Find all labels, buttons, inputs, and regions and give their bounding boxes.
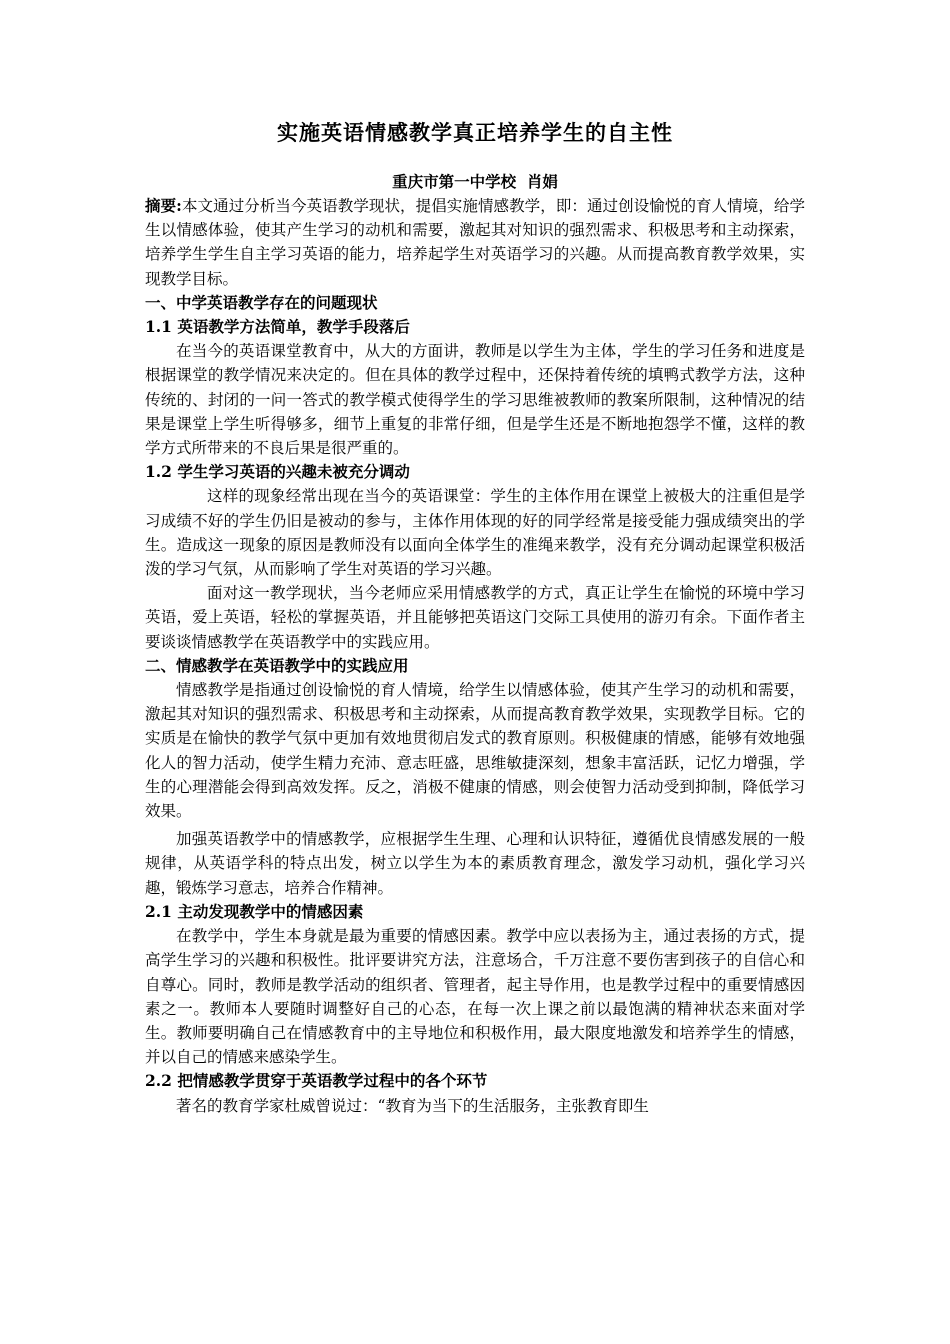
section-1-2-heading: 1.2 学生学习英语的兴趣未被充分调动	[145, 462, 410, 482]
section-2-2-paragraph: 著名的教育学家杜威曾说过：“教育为当下的生活服务，主张教育即生	[176, 1096, 649, 1115]
section-1-2-paragraph-1: 这样的现象经常出现在当今的英语课堂：学生的主体作用在课堂上被极大的注重但是学习成绩不好的学生仍旧是被动的参与，主体作用体现的好的同学经常是接受能力强成绩突出的学生。造成这一现象的原因是教师没有以面向全体学生的准绳来教学，没有充分调动起课堂积极活泼的学习气氛，从而影响了学生对英语的学习兴趣。	[145, 487, 805, 579]
section-2-1-paragraph: 在教学中，学生本身就是最为重要的情感因素。教学中应以表扬为主，通过表扬的方式，提高学生学习的兴趣和积极性。批评要讲究方法，注意场合，千万注意不要伤害到孩子的自信心和自尊心。同时，教师是教学活动的组织者、管理者，起主导作用，也是教学过程中的重要情感因素之一。教师本人要随时调整好自己的心态，在每一次上课之前以最饱满的精神状态来面对学生。教师要明确自己在情感教育中的主导地位和积极作用，最大限度地激发和培养学生的情感，并以自己的情感来感染学生。	[145, 927, 805, 1067]
section-2-paragraph-1: 情感教学是指通过创设愉悦的育人情境，给学生以情感体验，使其产生学习的动机和需要，激起其对知识的强烈需求、积极思考和主动探索，从而提高教育教学效果，实现教学目标。它的实质是在愉快的教学气氛中更加有效地贯彻启发式的教育原则。积极健康的情感，能够有效地强化人的智力活动，使学生精力充沛、意志旺盛，思维敏捷深刻，想象丰富活跃，记忆力增强，学生的心理潜能会得到高效发挥。反之，消极不健康的情感，则会使智力活动受到抑制，降低学习效果。	[145, 681, 805, 821]
section-2-paragraph-2: 加强英语教学中的情感教学，应根据学生生理、心理和认识特征，遵循优良情感发展的一般规律，从英语学科的特点出发，树立以学生为本的素质教育理念，激发学习动机，强化学习兴趣，锻炼学习意志，培养合作精神。	[145, 830, 805, 897]
document-title: 实施英语情感教学真正培养学生的自主性	[277, 120, 673, 145]
section-1-1-heading: 1.1 英语教学方法简单，教学手段落后	[145, 317, 410, 337]
section-1-1-paragraph: 在当今的英语课堂教育中，从大的方面讲，教师是以学生为主体，学生的学习任务和进度是根据课堂的教学情况来决定的。但在具体的教学过程中，还保持着传统的填鸭式教学方法，这种传统的、封闭的一问一答式的教学模式使得学生的学习思维被教师的教案所限制，这种情况的结果是课堂上学生听得够多，细节上重复的非常仔细，但是学生还是不断地抱怨学不懂，这样的教学方式所带来的不良后果是很严重的。	[145, 342, 805, 458]
document-page	[145, 118, 805, 1118]
section-2-heading: 二、情感教学在英语教学中的实践应用	[145, 655, 409, 675]
section-2-2-heading: 2.2 把情感教学贯穿于英语教学过程中的各个环节	[145, 1071, 488, 1091]
author-line: 重庆市第一中学校 肖娟	[392, 172, 558, 191]
section-1-heading: 一、中学英语教学存在的问题现状	[145, 292, 378, 312]
section-1-2-paragraph-2: 面对这一教学现状，当今老师应采用情感教学的方式，真正让学生在愉悦的环境中学习英语，爱上英语，轻松的掌握英语，并且能够把英语这门交际工具使用的游刃有余。下面作者主要谈谈情感教学在英语教学中的实践应用。	[145, 584, 805, 651]
abstract-label: 摘要:	[145, 196, 182, 215]
section-2-1-heading: 2.1 主动发现教学中的情感因素	[145, 901, 364, 921]
abstract	[145, 194, 805, 291]
abstract-text: 本文通过分析当今英语教学现状，提倡实施情感教学，即：通过创设愉悦的育人情境，给学生以情感体验，使其产生学习的动机和需要，激起其对知识的强烈需求、积极思考和主动探索，培养学生学生自主学习英语的能力，培养起学生对英语学习的兴趣。从而提高教育教学效果，实现教学目标。	[145, 197, 805, 288]
